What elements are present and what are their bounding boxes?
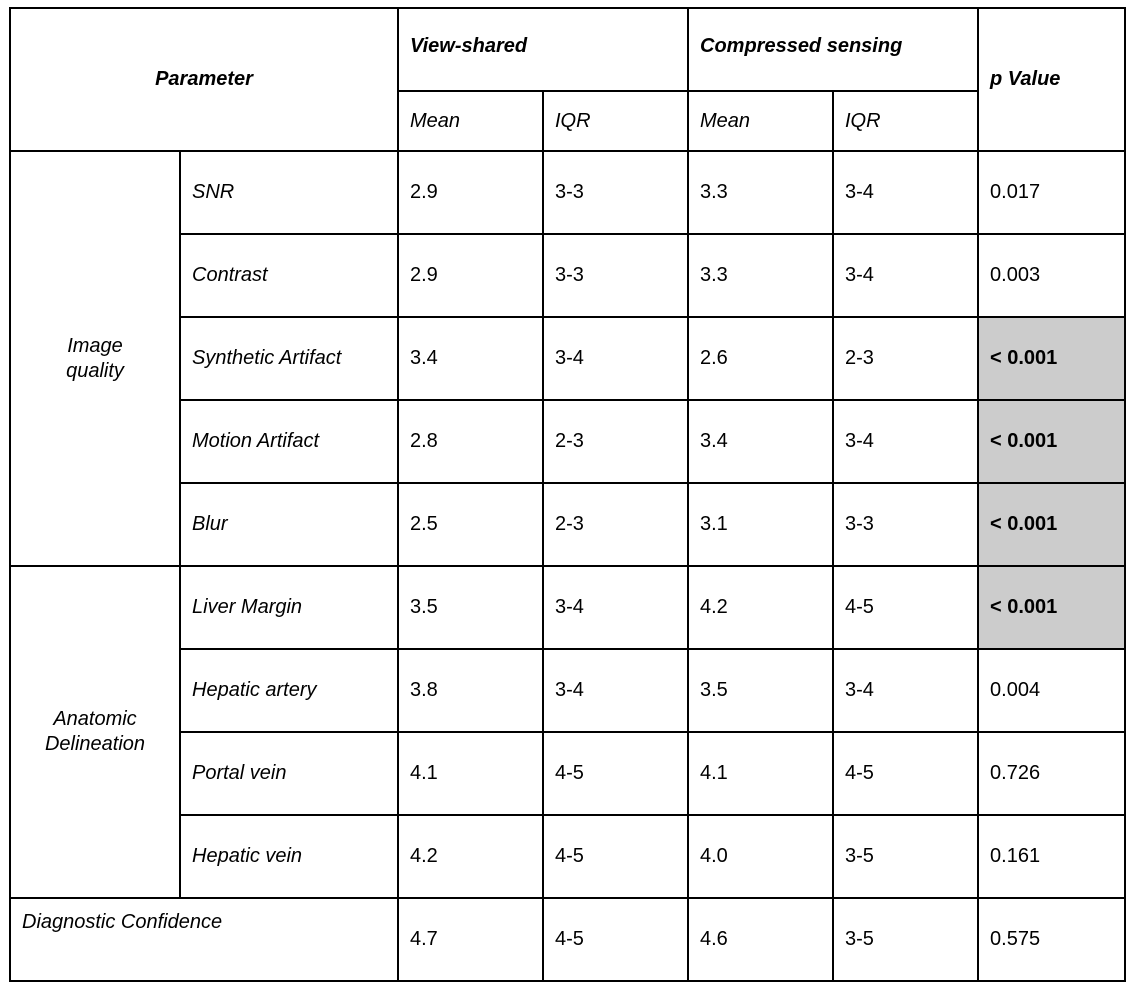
vs-mean: 4.7 (398, 898, 543, 981)
vs-mean: 4.2 (398, 815, 543, 898)
header-iqr-view-shared: IQR (543, 91, 688, 151)
cs-iqr: 3-3 (833, 483, 978, 566)
p-value: 0.575 (978, 898, 1125, 981)
cs-mean: 2.6 (688, 317, 833, 400)
header-mean-view-shared: Mean (398, 91, 543, 151)
param-label: Contrast (180, 234, 398, 317)
p-value: 0.161 (978, 815, 1125, 898)
cs-mean: 3.1 (688, 483, 833, 566)
vs-mean: 2.9 (398, 151, 543, 234)
cs-iqr: 3-4 (833, 151, 978, 234)
cs-mean: 4.0 (688, 815, 833, 898)
vs-mean: 2.5 (398, 483, 543, 566)
header-p-value: p Value (978, 8, 1125, 151)
header-compressed-sensing: Compressed sensing (688, 8, 978, 91)
header-mean-compressed: Mean (688, 91, 833, 151)
vs-mean: 3.4 (398, 317, 543, 400)
param-label: Blur (180, 483, 398, 566)
vs-iqr: 3-3 (543, 234, 688, 317)
vs-iqr: 2-3 (543, 483, 688, 566)
p-value-significant: < 0.001 (978, 317, 1125, 400)
cs-iqr: 3-4 (833, 649, 978, 732)
vs-iqr: 3-4 (543, 317, 688, 400)
header-view-shared: View-shared (398, 8, 688, 91)
vs-iqr: 3-3 (543, 151, 688, 234)
cs-iqr: 3-5 (833, 898, 978, 981)
vs-mean: 2.9 (398, 234, 543, 317)
param-label: Portal vein (180, 732, 398, 815)
table-row (10, 566, 1125, 649)
cs-iqr: 2-3 (833, 317, 978, 400)
param-label: Liver Margin (180, 566, 398, 649)
p-value-significant: < 0.001 (978, 483, 1125, 566)
p-value: 0.726 (978, 732, 1125, 815)
table-row (10, 898, 1125, 981)
vs-mean: 2.8 (398, 400, 543, 483)
p-value: 0.017 (978, 151, 1125, 234)
param-label: Motion Artifact (180, 400, 398, 483)
cs-mean: 3.3 (688, 234, 833, 317)
param-label: Synthetic Artifact (180, 317, 398, 400)
param-label-diagnostic-confidence: Diagnostic Confidence (10, 898, 398, 981)
cs-mean: 4.6 (688, 898, 833, 981)
param-label: Hepatic artery (180, 649, 398, 732)
p-value-significant: < 0.001 (978, 400, 1125, 483)
vs-iqr: 4-5 (543, 815, 688, 898)
group-image-quality: Image quality (10, 151, 180, 566)
vs-iqr: 4-5 (543, 898, 688, 981)
p-value-significant: < 0.001 (978, 566, 1125, 649)
cs-mean: 3.4 (688, 400, 833, 483)
param-label: SNR (180, 151, 398, 234)
cs-mean: 3.5 (688, 649, 833, 732)
vs-iqr: 4-5 (543, 732, 688, 815)
header-iqr-compressed: IQR (833, 91, 978, 151)
cs-iqr: 3-4 (833, 400, 978, 483)
table-row (10, 151, 1125, 234)
header-parameter: Parameter (10, 8, 398, 151)
vs-iqr: 3-4 (543, 566, 688, 649)
cs-iqr: 4-5 (833, 566, 978, 649)
group-anatomic-delineation: Anatomic Delineation (10, 566, 180, 898)
cs-iqr: 4-5 (833, 732, 978, 815)
param-label: Hepatic vein (180, 815, 398, 898)
cs-mean: 4.1 (688, 732, 833, 815)
vs-mean: 3.8 (398, 649, 543, 732)
vs-mean: 4.1 (398, 732, 543, 815)
vs-mean: 3.5 (398, 566, 543, 649)
cs-iqr: 3-4 (833, 234, 978, 317)
results-table (9, 7, 1126, 982)
cs-mean: 4.2 (688, 566, 833, 649)
cs-mean: 3.3 (688, 151, 833, 234)
vs-iqr: 2-3 (543, 400, 688, 483)
cs-iqr: 3-5 (833, 815, 978, 898)
p-value: 0.003 (978, 234, 1125, 317)
vs-iqr: 3-4 (543, 649, 688, 732)
p-value: 0.004 (978, 649, 1125, 732)
